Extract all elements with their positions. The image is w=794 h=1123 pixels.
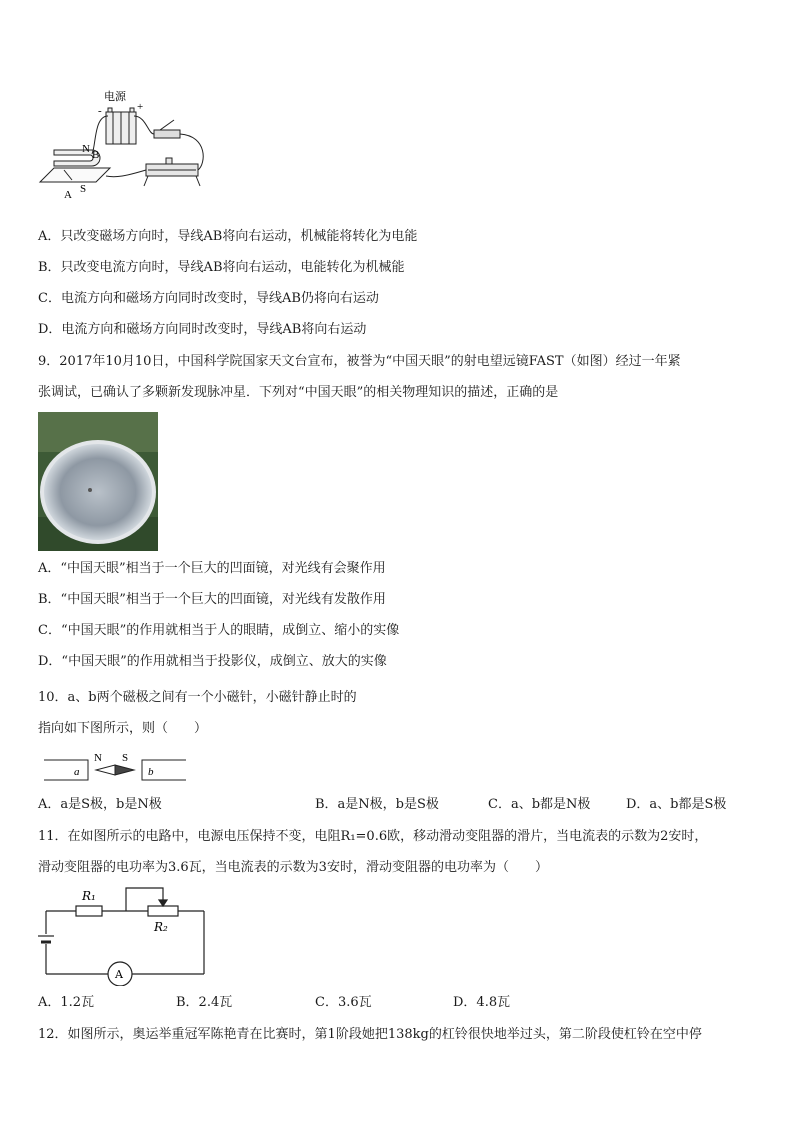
q11-stem-line1: 11．在如图所示的电路中，电源电压保持不变，电阻R₁=0.6欧，移动滑动变阻器的滑片，当电流表的示数为2安时，: [38, 829, 708, 844]
r1-label: R₁: [82, 889, 96, 903]
r2-label: R₂: [154, 920, 168, 934]
q12-stem-line1: 12．如图所示，奥运举重冠军陈艳青在比赛时，第1阶段她把138kg的杠铃很快地举过头，第二阶段使杠铃在空中停: [38, 1027, 702, 1042]
q9-option-a: A．“中国天眼”相当于一个巨大的凹面镜，对光线有会聚作用: [38, 561, 386, 576]
q8-option-b: B．只改变电流方向时，导线AB将向右运动，电能转化为机械能: [38, 260, 405, 275]
pole-b-label: b: [148, 766, 154, 778]
fast-telescope-photo: [38, 412, 158, 551]
q8-option-a: A．只改变磁场方向时，导线AB将向右运动，机械能将转化为电能: [38, 229, 418, 244]
q8-option-d: D．电流方向和磁场方向同时改变时，导线AB将向右运动: [38, 322, 367, 337]
conductor-b-label: B: [92, 149, 100, 161]
south-pole-label: S: [80, 183, 87, 195]
circuit-diagram: [36, 884, 210, 986]
needle-s-label: S: [122, 752, 129, 764]
q9-stem-line1: 9．2017年10月10日，中国科学院国家天文台宣布，被誉为“中国天眼”的射电望远镜FAST（如图）经过一年紧: [38, 354, 681, 369]
q11-options: [38, 994, 510, 1012]
q9-option-b: B．“中国天眼”相当于一个巨大的凹面镜，对光线有发散作用: [38, 592, 386, 607]
minus-terminal-label: -: [98, 105, 102, 117]
q11-option-c: C．3.6瓦: [315, 995, 372, 1010]
power-source-label: 电源: [104, 91, 126, 103]
compass-needle-icon: [96, 765, 134, 775]
plus-terminal-label: +: [137, 101, 144, 113]
q11-option-d: D．4.8瓦: [453, 995, 511, 1010]
pole-a-label: a: [74, 766, 80, 778]
rheostat-icon: [144, 158, 200, 186]
ammeter-label: A: [115, 968, 123, 981]
q11-stem-line2: 滑动变阻器的电功率为3.6瓦，当电流表的示数为3安时，滑动变阻器的电功率为（ ）: [38, 860, 548, 875]
switch-icon: [154, 120, 180, 138]
q9-stem-line2: 张调试，已确认了多颗新发现脉冲星．下列对“中国天眼”的相关物理知识的描述，正确的是: [38, 385, 559, 400]
q11-option-b: B．2.4瓦: [176, 995, 233, 1010]
q10-option-a: A．a是S极，b是N极: [38, 797, 162, 812]
q10-option-c: C．a、b都是N极: [488, 797, 591, 812]
battery-icon: [106, 108, 136, 144]
magnet-compass-figure: [44, 752, 186, 786]
q10-option-b: B．a是N极，b是S极: [315, 797, 439, 812]
resistor-r1: [76, 906, 102, 916]
motor-experiment-figure: [36, 86, 211, 206]
q10-options: [38, 796, 726, 814]
q10-stem-line2: 指向如下图所示，则（ ）: [38, 721, 208, 736]
q10-option-d: D．a、b都是S极: [626, 797, 727, 812]
battery-symbol: [38, 936, 54, 942]
rails-icon: [40, 168, 110, 182]
q11-option-a: A．1.2瓦: [38, 995, 95, 1010]
q9-option-d: D．“中国天眼”的作用就相当于投影仪，成倒立、放大的实像: [38, 654, 387, 669]
rheostat-r2: [148, 906, 178, 916]
q8-option-c: C．电流方向和磁场方向同时改变时，导线AB仍将向右运动: [38, 291, 379, 306]
q9-option-c: C．“中国天眼”的作用就相当于人的眼睛，成倒立、缩小的实像: [38, 623, 400, 638]
needle-n-label: N: [94, 752, 102, 764]
conductor-a-label: A: [64, 189, 72, 201]
north-pole-label: N: [82, 143, 90, 155]
q10-stem-line1: 10．a、b两个磁极之间有一个小磁针，小磁针静止时的: [38, 690, 357, 705]
